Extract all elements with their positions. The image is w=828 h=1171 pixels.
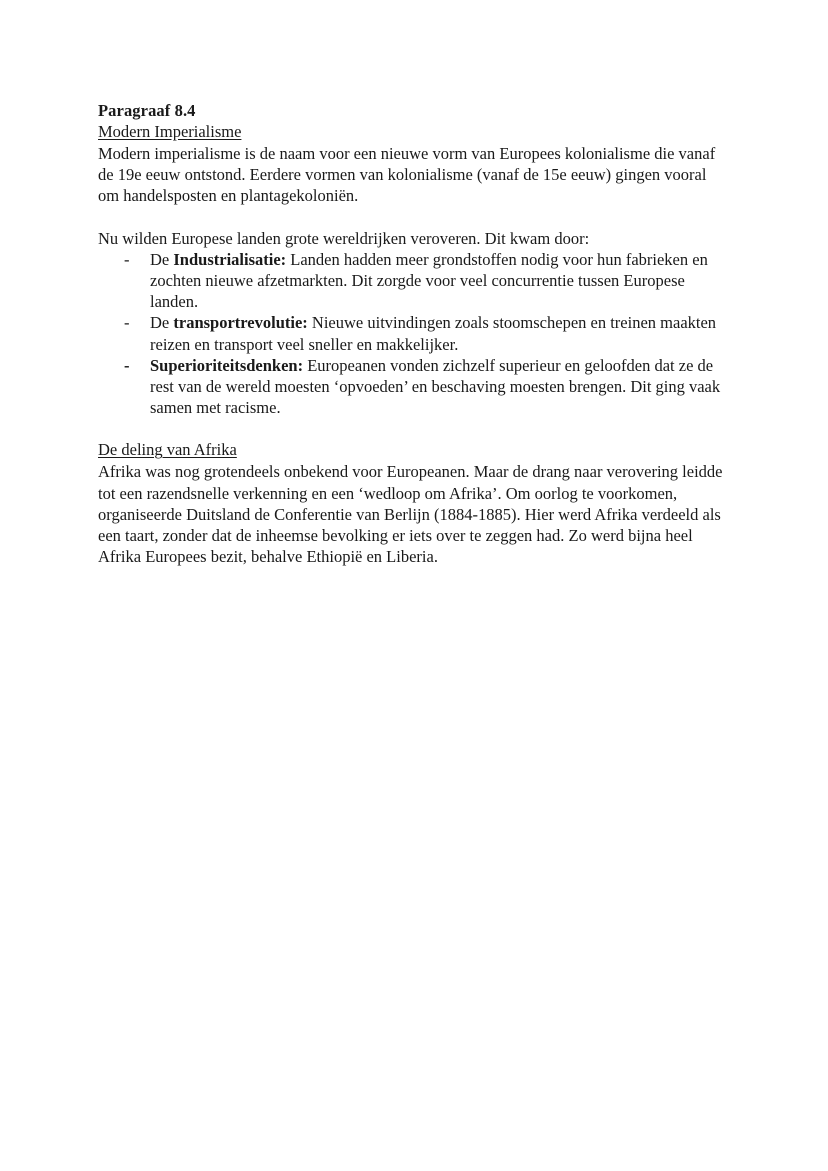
list-intro-text: Nu wilden Europese landen grote wereldrijken veroveren. Dit kwam door: <box>98 228 590 248</box>
causes-list <box>98 249 723 419</box>
bullet-dash-icon: - <box>124 355 130 375</box>
heading-deling-van-afrika-row <box>98 439 723 461</box>
list-item <box>98 312 723 354</box>
paragraph-spacer-2 <box>98 418 723 439</box>
bullet-dash-icon: - <box>124 313 130 333</box>
heading-deling-van-afrika: De deling van Afrika <box>98 440 237 460</box>
bullet-term: Superioriteitsdenken: <box>150 355 304 375</box>
bullet-body-text: Nieuwe uitvindingen zoals stoomschepen en treinen maakten reizen en transport veel sneller en makkelijker. <box>150 313 717 354</box>
list-item <box>98 355 723 419</box>
list-item <box>98 249 723 313</box>
heading-modern-imperialisme: Modern Imperialisme <box>98 122 242 141</box>
heading-modern-imperialisme-row <box>98 121 723 143</box>
document-title: Paragraaf 8.4 <box>98 101 196 120</box>
paragraph-deling-van-afrika: Afrika was nog grotendeels onbekend voor Europeanen. Maar de drang naar verovering leidde tot een razendsnelle verkenning en een ‘wedloop om Afrika’. Om oorlog te voorkomen, organiseerde Duitsland de Conferentie van Berlijn (1884-1885). Hier werd Afrika verdeeld als een taart, zonder dat de inheemse bevolking er iets over te zeggen had. Zo werd bijna heel Afrika Europees bezit, behalve Ethiopië en Liberia. <box>98 462 723 567</box>
document-body <box>98 100 723 567</box>
bullet-lead-text: De <box>150 249 174 269</box>
bullet-lead-text: De <box>150 313 174 333</box>
bullet-term: transportrevolutie: <box>173 313 308 333</box>
paragraph-spacer-1 <box>98 207 723 228</box>
bullet-body-text: Europeanen vonden zichzelf superieur en geloofden dat ze de rest van de wereld moesten ‘opvoeden’ en beschaving moesten brengen. Dit ging vaak samen met racisme. <box>150 355 721 418</box>
bullet-dash-icon: - <box>124 249 130 269</box>
bullet-term: Industrialisatie: <box>173 249 287 269</box>
bullet-body-text: Landen hadden meer grondstoffen nodig voor hun fabrieken en zochten nieuwe afzetmarkten. Dit zorgde voor veel concurrentie tussen Europese landen. <box>150 249 708 312</box>
paragraph-modern-imperialisme: Modern imperialisme is de naam voor een nieuwe vorm van Europees kolonialisme die vanaf de 19e eeuw ontstond. Eerdere vormen van kolonialisme (vanaf de 15e eeuw) gingen vooral om handelsposten en plantagekoloniën. <box>98 144 716 206</box>
